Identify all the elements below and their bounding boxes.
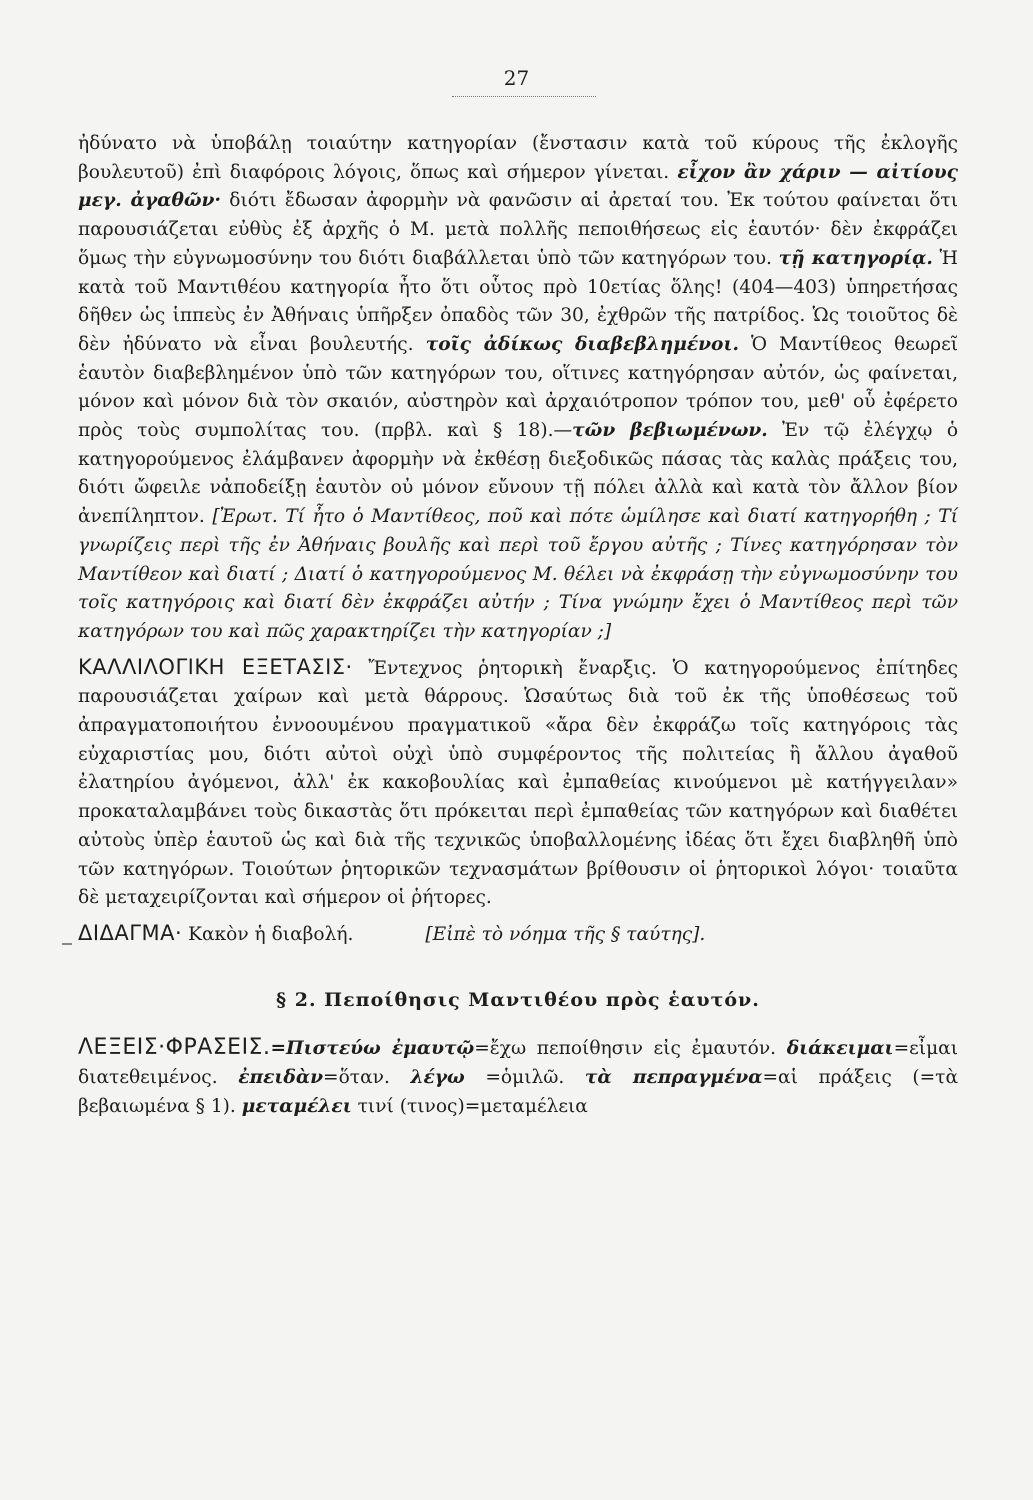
lexis-lemma: =Πιστεύω ἐμαυτῷ (270, 1038, 475, 1060)
commentary-text: Ἐν τῷ ἐλέγχῳ ὁ κατηγορούμενος ἐλάμβανεν ἀφορμὴν νὰ ἐκθέσῃ διεξοδικῶς πάσας τὰς καλὰς πράξεις του, διότι ὤφειλε νἀποδείξῃ ἑαυτὸν οὐ μόνον εὔνουν τῇ πόλει ἀλλὰ καὶ κατὰ τὸν ἄλλον βίον ἀνεπίληπτον. (78, 420, 959, 528)
critique-paragraph (78, 653, 958, 913)
lemma-eixon: εἶχον ἂν χάριν — αἰτίους μεγ. ἀγαθῶν· (78, 161, 958, 212)
commentary-text: διότι ἔδωσαν ἀφορμὴν νὰ φανῶσιν αἱ ἀρεταί του. Ἐκ τούτου φαίνεται ὅτι παρουσιάζεται εὐθὺς ἐξ ἀρχῆς ὁ Μ. μετὰ πολλῆς πεποιθήσεως εἰς ἑαυτόν· δὲν ἐκφράζει ὅμως τὴν εὐγνωμοσύνην του διότι διαβάλλεται ὑπὸ τῶν κατηγόρων του. (78, 190, 958, 269)
lexis-heading: ΛΕΞΕΙΣ·ΦΡΑΣΕΙΣ. (78, 1035, 271, 1061)
lemma-diabeblimenoi: τοῖς ἀδίκως διαβεβλημένοι. (425, 333, 739, 355)
lexis-definition: =ὅταν. (323, 1067, 411, 1089)
didagma-heading: ΔΙΔΑΓΜΑ· (78, 920, 183, 945)
commentary-text: ἠδύνατο νὰ ὑποβάλῃ τοιαύτην κατηγορίαν (ἔνστασιν κατὰ τοῦ κύρους τῆς ἐκλογῆς βουλευτοῦ) ἐπὶ διαφόροις λόγοις, ὅπως καὶ σήμερον γίνεται. (78, 133, 958, 183)
lexis-definition: τινί (τινος)=μεταμέλεια (351, 1095, 588, 1117)
page-body (78, 130, 958, 1122)
lexis-lemma: διάκειμαι (786, 1038, 894, 1060)
lexis-lemma: λέγω (410, 1067, 465, 1089)
critique-heading: ΚΑΛΛΙΛΟΓΙΚΗ ΕΞΕΤΑΣΙΣ· (78, 654, 353, 679)
page-number-rule (452, 96, 596, 97)
review-questions: [Ἐρωτ. Τί ἦτο ὁ Μαντίθεος, ποῦ καὶ πότε ὡμίλησε καὶ διατί κατηγορήθη ; Τί γνωρίζεις περὶ τῆς ἐν Ἀθήναις βουλῆς καὶ περὶ τοῦ ἔργου αὐτῆς ; Τίνες κατηγόρησαν τὸν Μαντίθεον καὶ διατί ; Διατί ὁ κατηγορούμενος Μ. θέλει νὰ ἐκφράσῃ τὴν εὐγνωμοσύνην του τοῖς κατηγόροις καὶ διατί δὲν ἐκφράζει αὐτήν ; Τίνα γνώμην ἔχει ὁ Μαντίθεος περὶ τῶν κατηγόρων του καὶ πῶς χαρακτηρίζει τὴν κατηγορίαν ;] (78, 506, 958, 642)
commentary-text: Ὁ Μαντίθεος θεωρεῖ ἑαυτὸν διαβεβλημένον ὑπὸ τῶν κατηγόρων του, οἵτινες κατηγόρησαν αὐτόν, ὡς φαίνεται, μόνον καὶ μόνον διὰ τὸν σκαιόν, αὐστηρὸν καὶ ἀρχαιότροπον τρόπον του, μεθ' οὗ ἐφέρετο πρὸς τοὺς συμπολίτας του. (πρβλ. καὶ § 18).— (78, 333, 959, 442)
critique-text: Ἔντεχνος ῥητορικὴ ἔναρξις. Ὁ κατηγορούμενος ἐπίτηδες παρουσιάζεται χαίρων καὶ μετὰ θάρρους. Ὡσαύτως διὰ τοῦ ἐκ τῆς ὑποθέσεως τοῦ ἀπραγματοποιήτου ἐννοουμένου πραγματικοῦ «ἄρα δὲν ἐκφράζω τοῖς κατηγόροις τὰς εὐχαριστίας μου, διότι αὐτοὶ οὐχὶ ὑπὸ συμφέροντος τῆς πολιτείας ἢ ἄλλου ἀγαθοῦ ἐλατηρίου ἀγόμενοι, ἀλλ' ἐκ κακοβουλίας καὶ ἐμπαθείας κινούμενοι μὲ κατήγγειλαν» προκαταλαμβάνει τοὺς δικαστὰς ὅτι πρόκειται περὶ ἐμπαθείας τῶν κατηγόρων καὶ διαθέτει αὐτοὺς ὑπὲρ ἑαυτοῦ ὡς καὶ διὰ τῆς τεχνικῶς ὑποβαλλομένης ἰδέας ὅτι ἔχει διαβληθῆ ὑπὸ τῶν κατηγόρων. Τοιούτων ῥητορικῶν τεχνασμάτων βρίθουσιν οἱ ῥητορικοὶ λόγοι· τοιαῦτα δὲ μεταχειρίζονται καὶ σήμερον οἱ ῥήτορες. (78, 657, 958, 909)
lemma-katigoria: τῇ κατηγορίᾳ. (778, 247, 933, 269)
didagma-prompt: [Εἰπὲ τὸ νόημα τῆς § ταύτης]. (425, 923, 706, 945)
lexis-lemma: τὰ πεπραγμένα (584, 1067, 763, 1089)
lexis-definition: =ὁμιλῶ. (464, 1067, 585, 1089)
commentary-paragraph (78, 130, 958, 647)
lexis-definition: =ἔχω πεποίθησιν εἰς ἐμαυτόν. (474, 1038, 787, 1060)
didagma-paragraph (78, 919, 958, 950)
margin-mark (62, 943, 72, 945)
lexis-definition: =εἶμαι διατεθειμένος. (78, 1038, 958, 1089)
lexis-lemma: ἐπειδὰν (238, 1067, 324, 1089)
lexis-definition: =αἱ πράξεις (=τὰ βεβαιωμένα § 1). (78, 1067, 958, 1117)
didagma-text: Κακὸν ἡ διαβολή. (182, 923, 354, 945)
commentary-text: Ἡ κατὰ τοῦ Μαντιθέου κατηγορία ἦτο ὅτι οὗτος πρὸ 10ετίας ὅλης! (404—403) ὑπηρετήσας δῆθεν ὡς ἱππεὺς ἐν Ἀθήναις ὑπῆρξεν ὀπαδὸς τῶν 30, ἐχθρῶν τῆς πατρίδος. Ὡς τοιοῦτος δὲ δὲν ἠδύνατο νὰ εἶναι βουλευτής. (78, 247, 958, 355)
lexis-lemma: μεταμέλει (241, 1095, 352, 1117)
page-number: 27 (503, 66, 530, 90)
section-title: § 2. Πεποίθησις Μαντιθέου πρὸς ἑαυτόν. (276, 988, 760, 1011)
lemma-bebiomenon: τῶν βεβιωμένων. (572, 420, 768, 442)
lexis-paragraph (78, 1034, 958, 1121)
